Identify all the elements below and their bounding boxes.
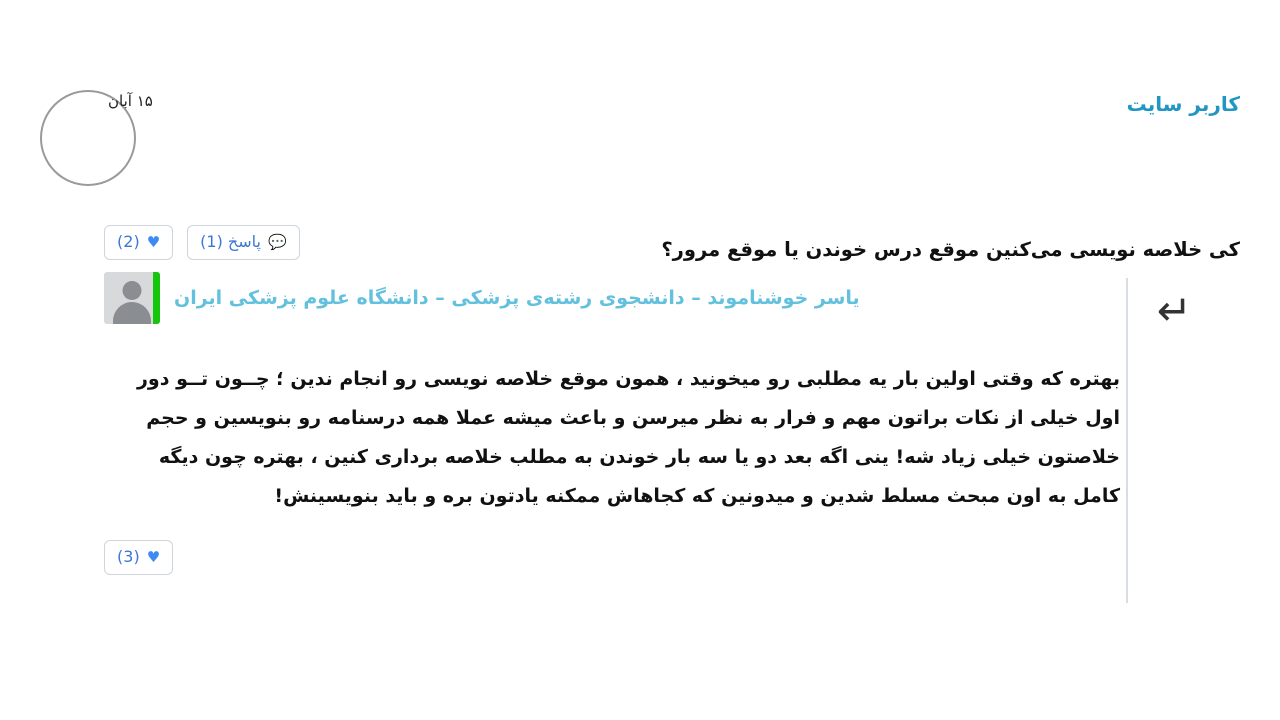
reply-actions-spacer bbox=[173, 540, 1120, 575]
post-actions bbox=[104, 225, 300, 260]
online-status-badge bbox=[153, 272, 160, 324]
like-button[interactable] bbox=[104, 225, 173, 260]
post-header-text bbox=[154, 70, 1240, 116]
heart-icon: ♥ bbox=[146, 547, 161, 566]
avatar[interactable] bbox=[104, 272, 160, 324]
reply-header bbox=[104, 272, 1120, 324]
like-button-label: (2) bbox=[117, 232, 140, 251]
reply-like-button-label: (3) bbox=[117, 546, 140, 566]
reply-arrow-icon: ↵ bbox=[1156, 286, 1192, 335]
reply-like-button[interactable] bbox=[104, 540, 173, 575]
post-date: ۱۵ آبان bbox=[108, 92, 153, 110]
heart-icon: ♥ bbox=[146, 232, 161, 251]
post-author-name[interactable]: کاربر سایت bbox=[1126, 92, 1240, 116]
reply-marker bbox=[1120, 272, 1280, 602]
reply-content bbox=[104, 272, 1120, 575]
post-header bbox=[40, 70, 1240, 186]
reply-text: بهتره که وقتی اولین بار یه مطلبی رو میخونید ، همون موقع خلاصه نویسی رو انجام ندین ؛ چــون تــو دور اول خیلی از نکات براتون مهم و فرار به نظر میرسن و باعث میشه عملا همه درسنامه رو بنویسین و حجم خلاصتون خیلی زیاد شه! ینی اگه بعد دو یا سه بار خوندن به مطلب خلاصه برداری کنین ، بهتره چون دیگه کامل به اون مبحث مسلط شدین و میدونین که کجاهاش ممکنه یادتون بره و باید بنویسینش! bbox=[136, 368, 1120, 507]
reply-block bbox=[0, 272, 1280, 612]
reply-author-name[interactable]: یاسر خوشناموند – دانشجوی رشته‌ی پزشکی – دانشگاه علوم پزشکی ایران bbox=[174, 286, 860, 309]
avatar-head-shape bbox=[123, 281, 142, 300]
avatar-body-shape bbox=[113, 302, 151, 324]
post-question-text: کی خلاصه نویسی می‌کنین موقع درس خوندن یا موقع مرور؟ bbox=[661, 238, 1240, 261]
reply-divider bbox=[1126, 278, 1128, 603]
reply-button[interactable] bbox=[187, 225, 300, 260]
comment-icon: 💬 bbox=[267, 232, 287, 251]
reply-button-label: پاسخ (1) bbox=[200, 232, 261, 251]
reply-actions bbox=[104, 540, 1120, 575]
